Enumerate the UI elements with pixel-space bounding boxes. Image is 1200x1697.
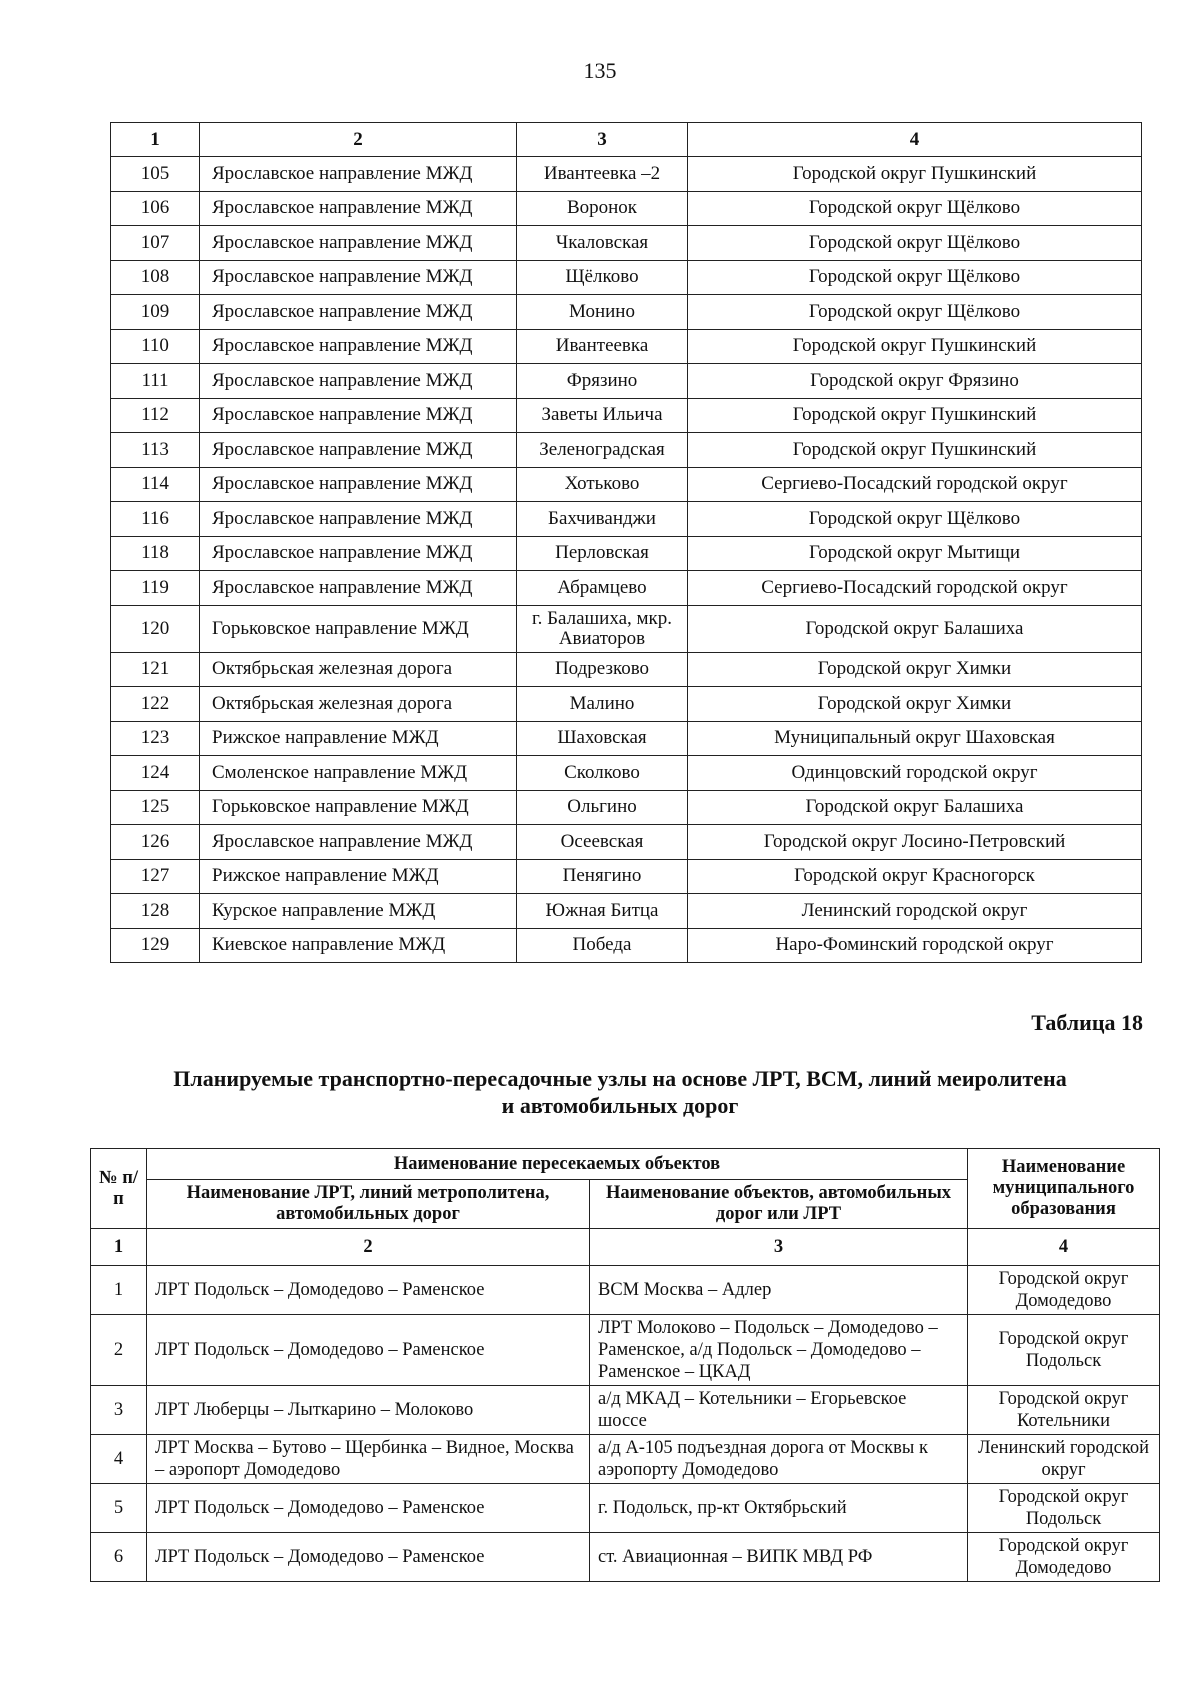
row-number: 114 <box>111 467 200 502</box>
row-district: Городской округ Пушкинский <box>688 433 1142 468</box>
row-number: 121 <box>111 652 200 687</box>
table-row <box>111 652 1142 687</box>
row-lrt-line: ЛРТ Подольск – Домодедово – Раменское <box>147 1266 590 1315</box>
table-row <box>111 467 1142 502</box>
row-station: Перловская <box>517 536 688 571</box>
column-number: 4 <box>968 1229 1160 1266</box>
table-row <box>111 260 1142 295</box>
table-title-line: Планируемые транспортно-пересадочные узлы на основе ЛРТ, ВСМ, линий меиролитена <box>173 1066 1067 1091</box>
column-number-row <box>91 1229 1160 1266</box>
row-district: Ленинский городской округ <box>688 894 1142 929</box>
table-row <box>111 825 1142 860</box>
row-station: Бахчиванджи <box>517 502 688 537</box>
row-number: 122 <box>111 687 200 722</box>
column-number: 3 <box>590 1229 968 1266</box>
row-number: 110 <box>111 329 200 364</box>
row-direction: Ярославское направление МЖД <box>200 502 517 537</box>
row-district: Городской округ Пушкинский <box>688 157 1142 192</box>
row-district: Городской округ Щёлково <box>688 260 1142 295</box>
table-row <box>111 157 1142 192</box>
row-direction: Ярославское направление МЖД <box>200 295 517 330</box>
table-row <box>111 928 1142 963</box>
table-row <box>91 1386 1160 1435</box>
row-station: Хотьково <box>517 467 688 502</box>
row-district: Городской округ Щёлково <box>688 191 1142 226</box>
row-station: Воронок <box>517 191 688 226</box>
row-district: Наро-Фоминский городской округ <box>688 928 1142 963</box>
header-lrt-lines: Наименование ЛРТ, линий метрополитена, автомобильных дорог <box>147 1180 590 1229</box>
row-direction: Ярославское направление МЖД <box>200 364 517 399</box>
row-station: Осеевская <box>517 825 688 860</box>
row-station: Ивантеевка <box>517 329 688 364</box>
table-row <box>91 1484 1160 1533</box>
row-direction: Ярославское направление МЖД <box>200 398 517 433</box>
row-number: 6 <box>91 1533 147 1582</box>
table-row <box>111 687 1142 722</box>
row-district: Сергиево-Посадский городской округ <box>688 571 1142 606</box>
table-label: Таблица 18 <box>1031 1010 1143 1035</box>
row-district: Городской округ Химки <box>688 652 1142 687</box>
table-row <box>111 721 1142 756</box>
table-row <box>111 859 1142 894</box>
row-direction: Киевское направление МЖД <box>200 928 517 963</box>
table-row <box>111 295 1142 330</box>
row-municipality: Городской округ Подольск <box>968 1315 1160 1386</box>
table-row <box>91 1315 1160 1386</box>
row-number: 2 <box>91 1315 147 1386</box>
column-number: 3 <box>517 123 688 157</box>
row-direction: Горьковское направление МЖД <box>200 790 517 825</box>
table-row <box>111 364 1142 399</box>
row-direction: Октябрьская железная дорога <box>200 652 517 687</box>
row-direction: Ярославское направление МЖД <box>200 226 517 261</box>
row-direction: Ярославское направление МЖД <box>200 329 517 364</box>
row-district: Городской округ Фрязино <box>688 364 1142 399</box>
header-intersecting-objects: Наименование пересекаемых объектов <box>147 1149 968 1180</box>
table-row <box>111 433 1142 468</box>
table-row <box>91 1266 1160 1315</box>
table-title <box>90 1065 1150 1119</box>
page-number: 135 <box>583 58 617 83</box>
row-station: г. Балашиха, мкр. Авиаторов <box>517 605 688 652</box>
row-number: 126 <box>111 825 200 860</box>
table-row <box>111 502 1142 537</box>
row-number: 116 <box>111 502 200 537</box>
transfer-hubs-table <box>90 1148 1160 1582</box>
row-district: Городской округ Лосино-Петровский <box>688 825 1142 860</box>
row-lrt-line: ЛРТ Подольск – Домодедово – Раменское <box>147 1533 590 1582</box>
header-objects: Наименование объектов, автомобильных дорог или ЛРТ <box>590 1180 968 1229</box>
row-object: а/д МКАД – Котельники – Егорьевское шоссе <box>590 1386 968 1435</box>
row-district: Городской округ Щёлково <box>688 295 1142 330</box>
row-direction: Горьковское направление МЖД <box>200 605 517 652</box>
row-district: Одинцовский городской округ <box>688 756 1142 791</box>
table-row <box>111 605 1142 652</box>
row-number: 109 <box>111 295 200 330</box>
row-number: 112 <box>111 398 200 433</box>
row-station: Монино <box>517 295 688 330</box>
header-number: № п/п <box>91 1149 147 1229</box>
row-direction: Ярославское направление МЖД <box>200 571 517 606</box>
column-number: 1 <box>91 1229 147 1266</box>
header-row <box>91 1149 1160 1180</box>
row-municipality: Городской округ Подольск <box>968 1484 1160 1533</box>
row-station: Абрамцево <box>517 571 688 606</box>
row-number: 124 <box>111 756 200 791</box>
row-number: 113 <box>111 433 200 468</box>
row-district: Городской округ Балашиха <box>688 605 1142 652</box>
row-station: Щёлково <box>517 260 688 295</box>
row-number: 118 <box>111 536 200 571</box>
row-number: 4 <box>91 1435 147 1484</box>
row-object: г. Подольск, пр-кт Октябрьский <box>590 1484 968 1533</box>
stations-table-body <box>111 123 1142 963</box>
row-number: 3 <box>91 1386 147 1435</box>
column-number: 1 <box>111 123 200 157</box>
row-lrt-line: ЛРТ Подольск – Домодедово – Раменское <box>147 1484 590 1533</box>
row-object: ст. Авиационная – ВИПК МВД РФ <box>590 1533 968 1582</box>
row-object: ЛРТ Молоково – Подольск – Домодедово – Раменское, а/д Подольск – Домодедово – Раменское – ЦКАД <box>590 1315 968 1386</box>
row-district: Городской округ Мытищи <box>688 536 1142 571</box>
transfer-hubs-table-body <box>91 1149 1160 1582</box>
row-district: Городской округ Щёлково <box>688 226 1142 261</box>
row-station: Южная Битца <box>517 894 688 929</box>
column-number-row <box>111 123 1142 157</box>
row-municipality: Городской округ Домодедово <box>968 1533 1160 1582</box>
column-number: 2 <box>200 123 517 157</box>
row-number: 1 <box>91 1266 147 1315</box>
row-district: Сергиево-Посадский городской округ <box>688 467 1142 502</box>
table-row <box>91 1435 1160 1484</box>
table-row <box>111 790 1142 825</box>
row-station: Фрязино <box>517 364 688 399</box>
header-municipality: Наименование муниципального образования <box>968 1149 1160 1229</box>
row-direction: Ярославское направление МЖД <box>200 433 517 468</box>
table-row <box>111 226 1142 261</box>
row-direction: Ярославское направление МЖД <box>200 260 517 295</box>
row-station: Малино <box>517 687 688 722</box>
row-object: ВСМ Москва – Адлер <box>590 1266 968 1315</box>
row-direction: Ярославское направление МЖД <box>200 467 517 502</box>
row-station: Ольгино <box>517 790 688 825</box>
row-station: Зеленоградская <box>517 433 688 468</box>
row-direction: Ярославское направление МЖД <box>200 191 517 226</box>
row-district: Муниципальный округ Шаховская <box>688 721 1142 756</box>
row-number: 107 <box>111 226 200 261</box>
row-station: Шаховская <box>517 721 688 756</box>
row-lrt-line: ЛРТ Люберцы – Лыткарино – Молоково <box>147 1386 590 1435</box>
table-row <box>111 398 1142 433</box>
table-row <box>111 191 1142 226</box>
table-row <box>111 536 1142 571</box>
table-row <box>91 1533 1160 1582</box>
column-number: 2 <box>147 1229 590 1266</box>
row-lrt-line: ЛРТ Москва – Бутово – Щербинка – Видное, Москва – аэропорт Домодедово <box>147 1435 590 1484</box>
row-municipality: Ленинский городской округ <box>968 1435 1160 1484</box>
row-number: 125 <box>111 790 200 825</box>
table-row <box>111 571 1142 606</box>
row-number: 106 <box>111 191 200 226</box>
row-station: Заветы Ильича <box>517 398 688 433</box>
row-direction: Ярославское направление МЖД <box>200 157 517 192</box>
row-municipality: Городской округ Домодедово <box>968 1266 1160 1315</box>
row-number: 127 <box>111 859 200 894</box>
row-direction: Курское направление МЖД <box>200 894 517 929</box>
row-number: 111 <box>111 364 200 399</box>
row-station: Пенягино <box>517 859 688 894</box>
table-title-line: и автомобильных дорог <box>501 1093 739 1118</box>
table-row <box>111 894 1142 929</box>
row-district: Городской округ Пушкинский <box>688 398 1142 433</box>
row-number: 129 <box>111 928 200 963</box>
row-number: 5 <box>91 1484 147 1533</box>
row-direction: Ярославское направление МЖД <box>200 825 517 860</box>
stations-table <box>110 122 1142 963</box>
table-row <box>111 756 1142 791</box>
row-number: 128 <box>111 894 200 929</box>
row-number: 105 <box>111 157 200 192</box>
row-district: Городской округ Щёлково <box>688 502 1142 537</box>
row-lrt-line: ЛРТ Подольск – Домодедово – Раменское <box>147 1315 590 1386</box>
row-station: Сколково <box>517 756 688 791</box>
row-object: а/д А-105 подъездная дорога от Москвы к аэропорту Домодедово <box>590 1435 968 1484</box>
row-direction: Ярославское направление МЖД <box>200 536 517 571</box>
row-municipality: Городской округ Котельники <box>968 1386 1160 1435</box>
row-direction: Октябрьская железная дорога <box>200 687 517 722</box>
row-direction: Смоленское направление МЖД <box>200 756 517 791</box>
row-number: 119 <box>111 571 200 606</box>
row-station: Чкаловская <box>517 226 688 261</box>
row-station: Подрезково <box>517 652 688 687</box>
table-row <box>111 329 1142 364</box>
row-district: Городской округ Балашиха <box>688 790 1142 825</box>
row-number: 120 <box>111 605 200 652</box>
row-number: 108 <box>111 260 200 295</box>
row-direction: Рижское направление МЖД <box>200 859 517 894</box>
row-district: Городской округ Красногорск <box>688 859 1142 894</box>
column-number: 4 <box>688 123 1142 157</box>
row-district: Городской округ Химки <box>688 687 1142 722</box>
row-station: Победа <box>517 928 688 963</box>
row-station: Ивантеевка –2 <box>517 157 688 192</box>
row-number: 123 <box>111 721 200 756</box>
row-direction: Рижское направление МЖД <box>200 721 517 756</box>
row-district: Городской округ Пушкинский <box>688 329 1142 364</box>
